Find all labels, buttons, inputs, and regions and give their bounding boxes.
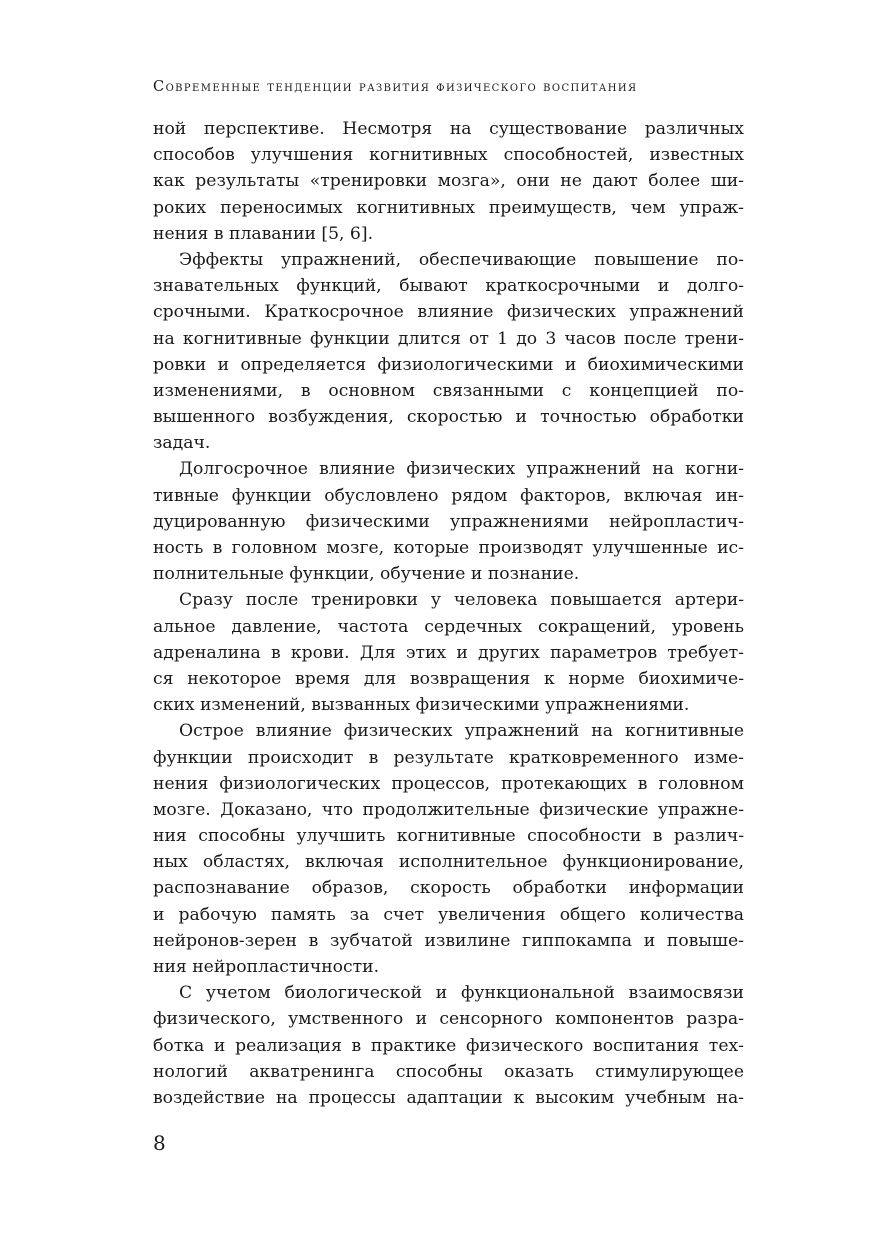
text-line: С учетом биологической и функциональной взаимосвязи <box>179 983 744 1004</box>
paragraph <box>153 247 744 457</box>
text-line: ровки и определяется физиологическими и биохимическими <box>153 354 744 375</box>
text-line: тивные функции обусловлено рядом факторов, включая ин- <box>153 485 744 506</box>
text-line: вышенного возбуждения, скоростью и точностью обработки <box>153 407 744 428</box>
text-line: ния нейропластичности. <box>153 957 380 977</box>
text-line: ся некоторое время для возвращения к норме биохимиче- <box>153 668 744 689</box>
running-header: Современные тенденции развития физического воспитания <box>153 78 638 95</box>
text-line: нения физиологических процессов, протекающих в головном <box>153 773 744 794</box>
text-line: функции происходит в результате кратковременного изме- <box>153 747 744 768</box>
text-line: ния способны улучшить когнитивные способности в различ- <box>153 826 744 847</box>
paragraph <box>153 587 744 718</box>
text-line: Эффекты упражнений, обеспечивающие повышение по- <box>179 249 744 270</box>
text-line: знавательных функций, бывают краткосрочными и долго- <box>153 276 744 297</box>
text-line: как результаты «тренировки мозга», они не дают более ши- <box>153 171 744 192</box>
text-line: нения в плавании [5, 6]. <box>153 223 374 244</box>
text-line: нейронов-зерен в зубчатой извилине гиппокампа и повыше- <box>153 930 744 951</box>
page-number: 8 <box>153 1131 166 1155</box>
text-line: роких переносимых когнитивных преимуществ, чем упраж- <box>153 197 744 218</box>
text-line: ботка и реализация в практике физического воспитания тех- <box>153 1035 744 1056</box>
paragraph <box>153 116 744 247</box>
text-line: Острое влияние физических упражнений на когнитивные <box>179 721 744 742</box>
text-line: Сразу после тренировки у человека повышается артери- <box>179 590 744 611</box>
text-line: ной перспективе. Несмотря на существование различных <box>153 119 744 139</box>
text-line: полнительные функции, обучение и познание. <box>153 564 580 585</box>
paragraph <box>153 980 744 1111</box>
text-line: задач. <box>153 433 211 454</box>
text-line: мозге. Доказано, что продолжительные физические упражне- <box>153 799 744 820</box>
body-text <box>153 116 744 1111</box>
text-line: ных областях, включая исполнительное функционирование, <box>153 852 744 873</box>
text-line: воздействие на процессы адаптации к высоким учебным на- <box>153 1087 744 1108</box>
text-line: ность в головном мозге, которые производят улучшенные ис- <box>153 538 744 558</box>
text-line: Долгосрочное влияние физических упражнений на когни- <box>179 459 744 480</box>
text-line: альное давление, частота сердечных сокращений, уровень <box>153 616 744 637</box>
text-line: на когнитивные функции длится от 1 до 3 часов после трени- <box>153 328 744 349</box>
text-line: дуцированную физическими упражнениями нейропластич- <box>153 511 744 532</box>
text-line: ских изменений, вызванных физическими упражнениями. <box>153 695 690 716</box>
text-line: физического, умственного и сенсорного компонентов разра- <box>153 1009 744 1030</box>
text-line: адреналина в крови. Для этих и других параметров требует- <box>153 642 744 663</box>
paragraph <box>153 456 744 587</box>
text-line: изменениями, в основном связанными с концепцией по- <box>153 380 744 401</box>
text-line: нологий акватренинга способны оказать стимулирующее <box>153 1061 744 1082</box>
text-line: срочными. Краткосрочное влияние физических упражнений <box>153 302 744 323</box>
text-line: и рабочую память за счет увеличения общего количества <box>153 904 744 925</box>
paragraph <box>153 718 744 980</box>
text-line: распознавание образов, скорость обработки информации <box>153 878 744 899</box>
text-line: способов улучшения когнитивных способностей, известных <box>153 145 744 166</box>
